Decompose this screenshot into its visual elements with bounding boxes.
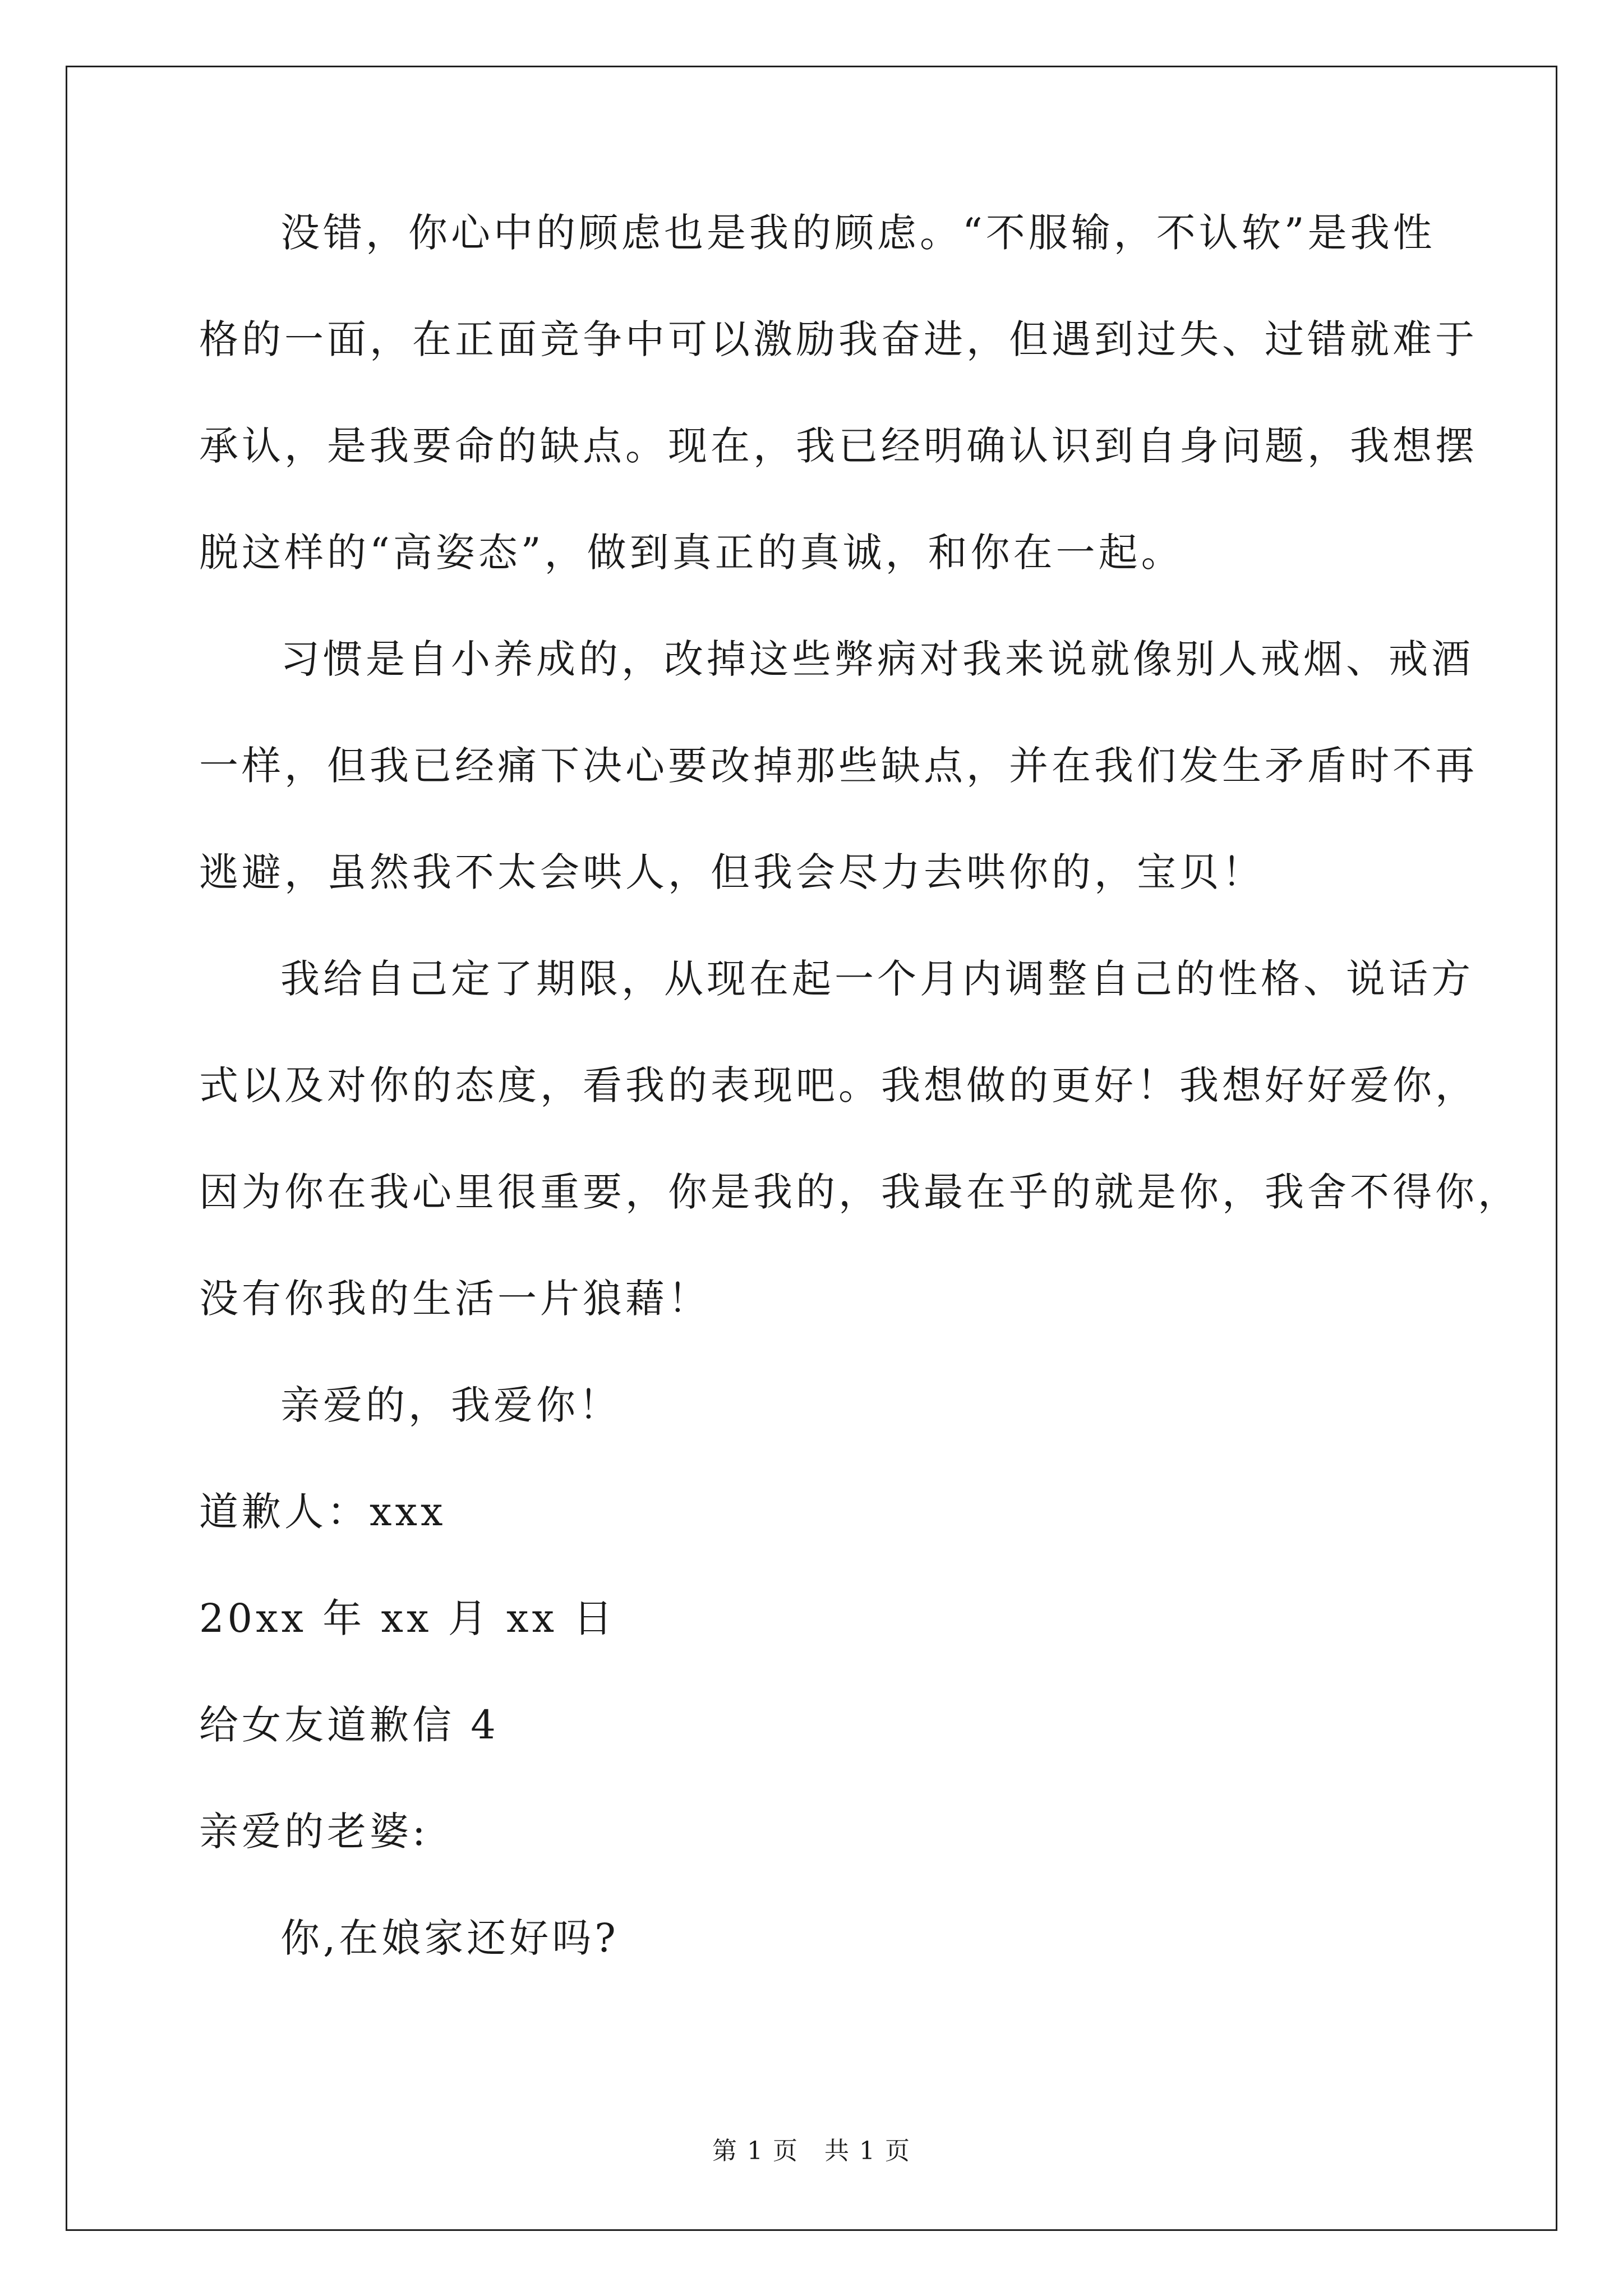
closing-line: 亲爱的，我爱你！: [280, 1382, 621, 1428]
signature-line: 道歉人：xxx: [199, 1489, 446, 1535]
paragraph-line: 承认，是我要命的缺点。现在，我已经明确认识到自身问题，我想摆: [199, 423, 1478, 469]
paragraph-line: 逃避，虽然我不太会哄人，但我会尽力去哄你的，宝贝！: [199, 849, 1265, 895]
paragraph-line: 我给自己定了期限，从现在起一个月内调整自己的性格、说话方: [280, 956, 1474, 1002]
paragraph-line: 习惯是自小养成的，改掉这些弊病对我来说就像别人戒烟、戒酒: [280, 636, 1474, 682]
paragraph-line: 式以及对你的态度，看我的表现吧。我想做的更好！我想好好爱你，: [199, 1062, 1478, 1108]
paragraph-line: 一样，但我已经痛下决心要改掉那些缺点，并在我们发生矛盾时不再: [199, 743, 1478, 789]
paragraph-line: 没错，你心中的顾虑也是我的顾虑。“不服输，不认软”是我性: [280, 210, 1436, 256]
paragraph-line: 脱这样的“高姿态”，做到真正的真诚，和你在一起。: [199, 530, 1184, 576]
date-line: 20xx 年 xx 月 xx 日: [199, 1595, 616, 1641]
page-number-footer: 第 1 页 共 1 页: [712, 2137, 911, 2165]
paragraph-line: 你,在娘家还好吗?: [280, 1915, 619, 1961]
section-title: 给女友道歉信 4: [199, 1702, 499, 1748]
paragraph-line: 没有你我的生活一片狼藉！: [199, 1276, 711, 1322]
paragraph-line: 格的一面，在正面竞争中可以激励我奋进，但遇到过失、过错就难于: [199, 316, 1478, 362]
salutation-line: 亲爱的老婆:: [199, 1809, 429, 1855]
paragraph-line: 因为你在我心里很重要，你是我的，我最在乎的就是你，我舍不得你，: [199, 1169, 1520, 1215]
page-border: [66, 66, 1557, 2231]
